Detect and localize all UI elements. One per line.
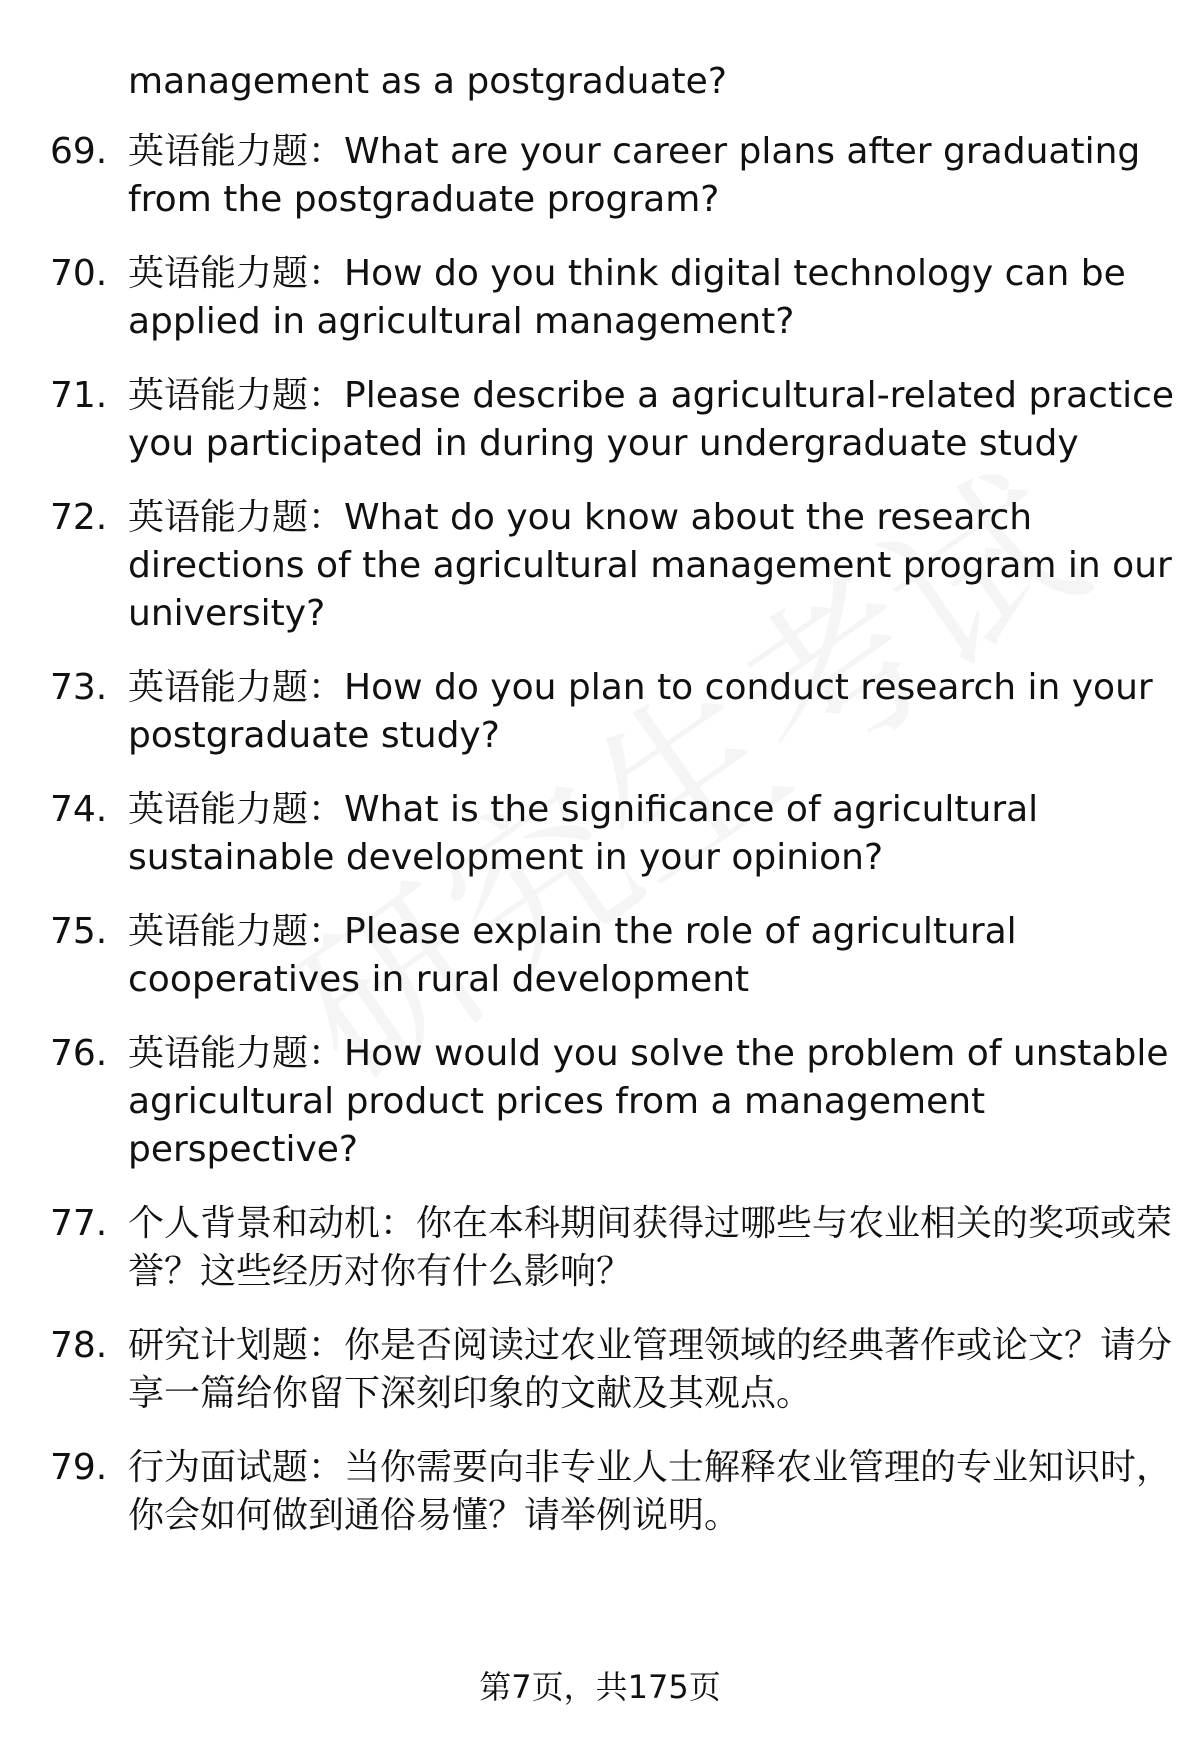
question-text: 英语能力题：How would you solve the problem of unstable agricultural product prices from a management perspective?: [128, 1033, 1169, 1170]
question-text: 英语能力题：Please explain the role of agricultural cooperatives in rural development: [128, 911, 1017, 1000]
question-number: 69.: [50, 131, 108, 172]
question-number: 76.: [50, 1033, 108, 1074]
page-footer: 第7页，共175页: [479, 1668, 721, 1706]
question-number: 71.: [50, 375, 108, 416]
question-number: 79.: [50, 1447, 108, 1488]
question-number: 74.: [50, 789, 108, 830]
question-text: 研究计划题：你是否阅读过农业管理领域的经典著作或论文？请分享一篇给你留下深刻印象的文献及其观点。: [128, 1325, 1173, 1414]
question-text: 英语能力题：What are your career plans after graduating from the postgraduate program?: [128, 131, 1141, 220]
question-number: 73.: [50, 667, 108, 708]
question-text: 英语能力题：How do you think digital technology can be applied in agricultural management?: [128, 253, 1126, 342]
question-number: 70.: [50, 253, 108, 294]
question-text: 英语能力题：What do you know about the research directions of the agricultural management program in our university?: [128, 497, 1172, 634]
question-text: 英语能力题：How do you plan to conduct research in your postgraduate study?: [128, 667, 1153, 756]
question-number: 78.: [50, 1325, 108, 1366]
question-number: 75.: [50, 911, 108, 952]
question-text: 英语能力题：What is the significance of agricultural sustainable development in your opinion?: [128, 789, 1039, 878]
question-text: 英语能力题：Please describe a agricultural-related practice you participated in during your undergraduate study: [128, 375, 1175, 464]
continuation-text: management as a postgraduate?: [128, 61, 727, 102]
question-number: 77.: [50, 1203, 108, 1244]
question-text: 个人背景和动机：你在本科期间获得过哪些与农业相关的奖项或荣誉？这些经历对你有什么影响？: [128, 1203, 1173, 1292]
question-text: 行为面试题：当你需要向非专业人士解释农业管理的专业知识时，你会如何做到通俗易懂？请举例说明。: [128, 1447, 1173, 1536]
question-number: 72.: [50, 497, 108, 538]
